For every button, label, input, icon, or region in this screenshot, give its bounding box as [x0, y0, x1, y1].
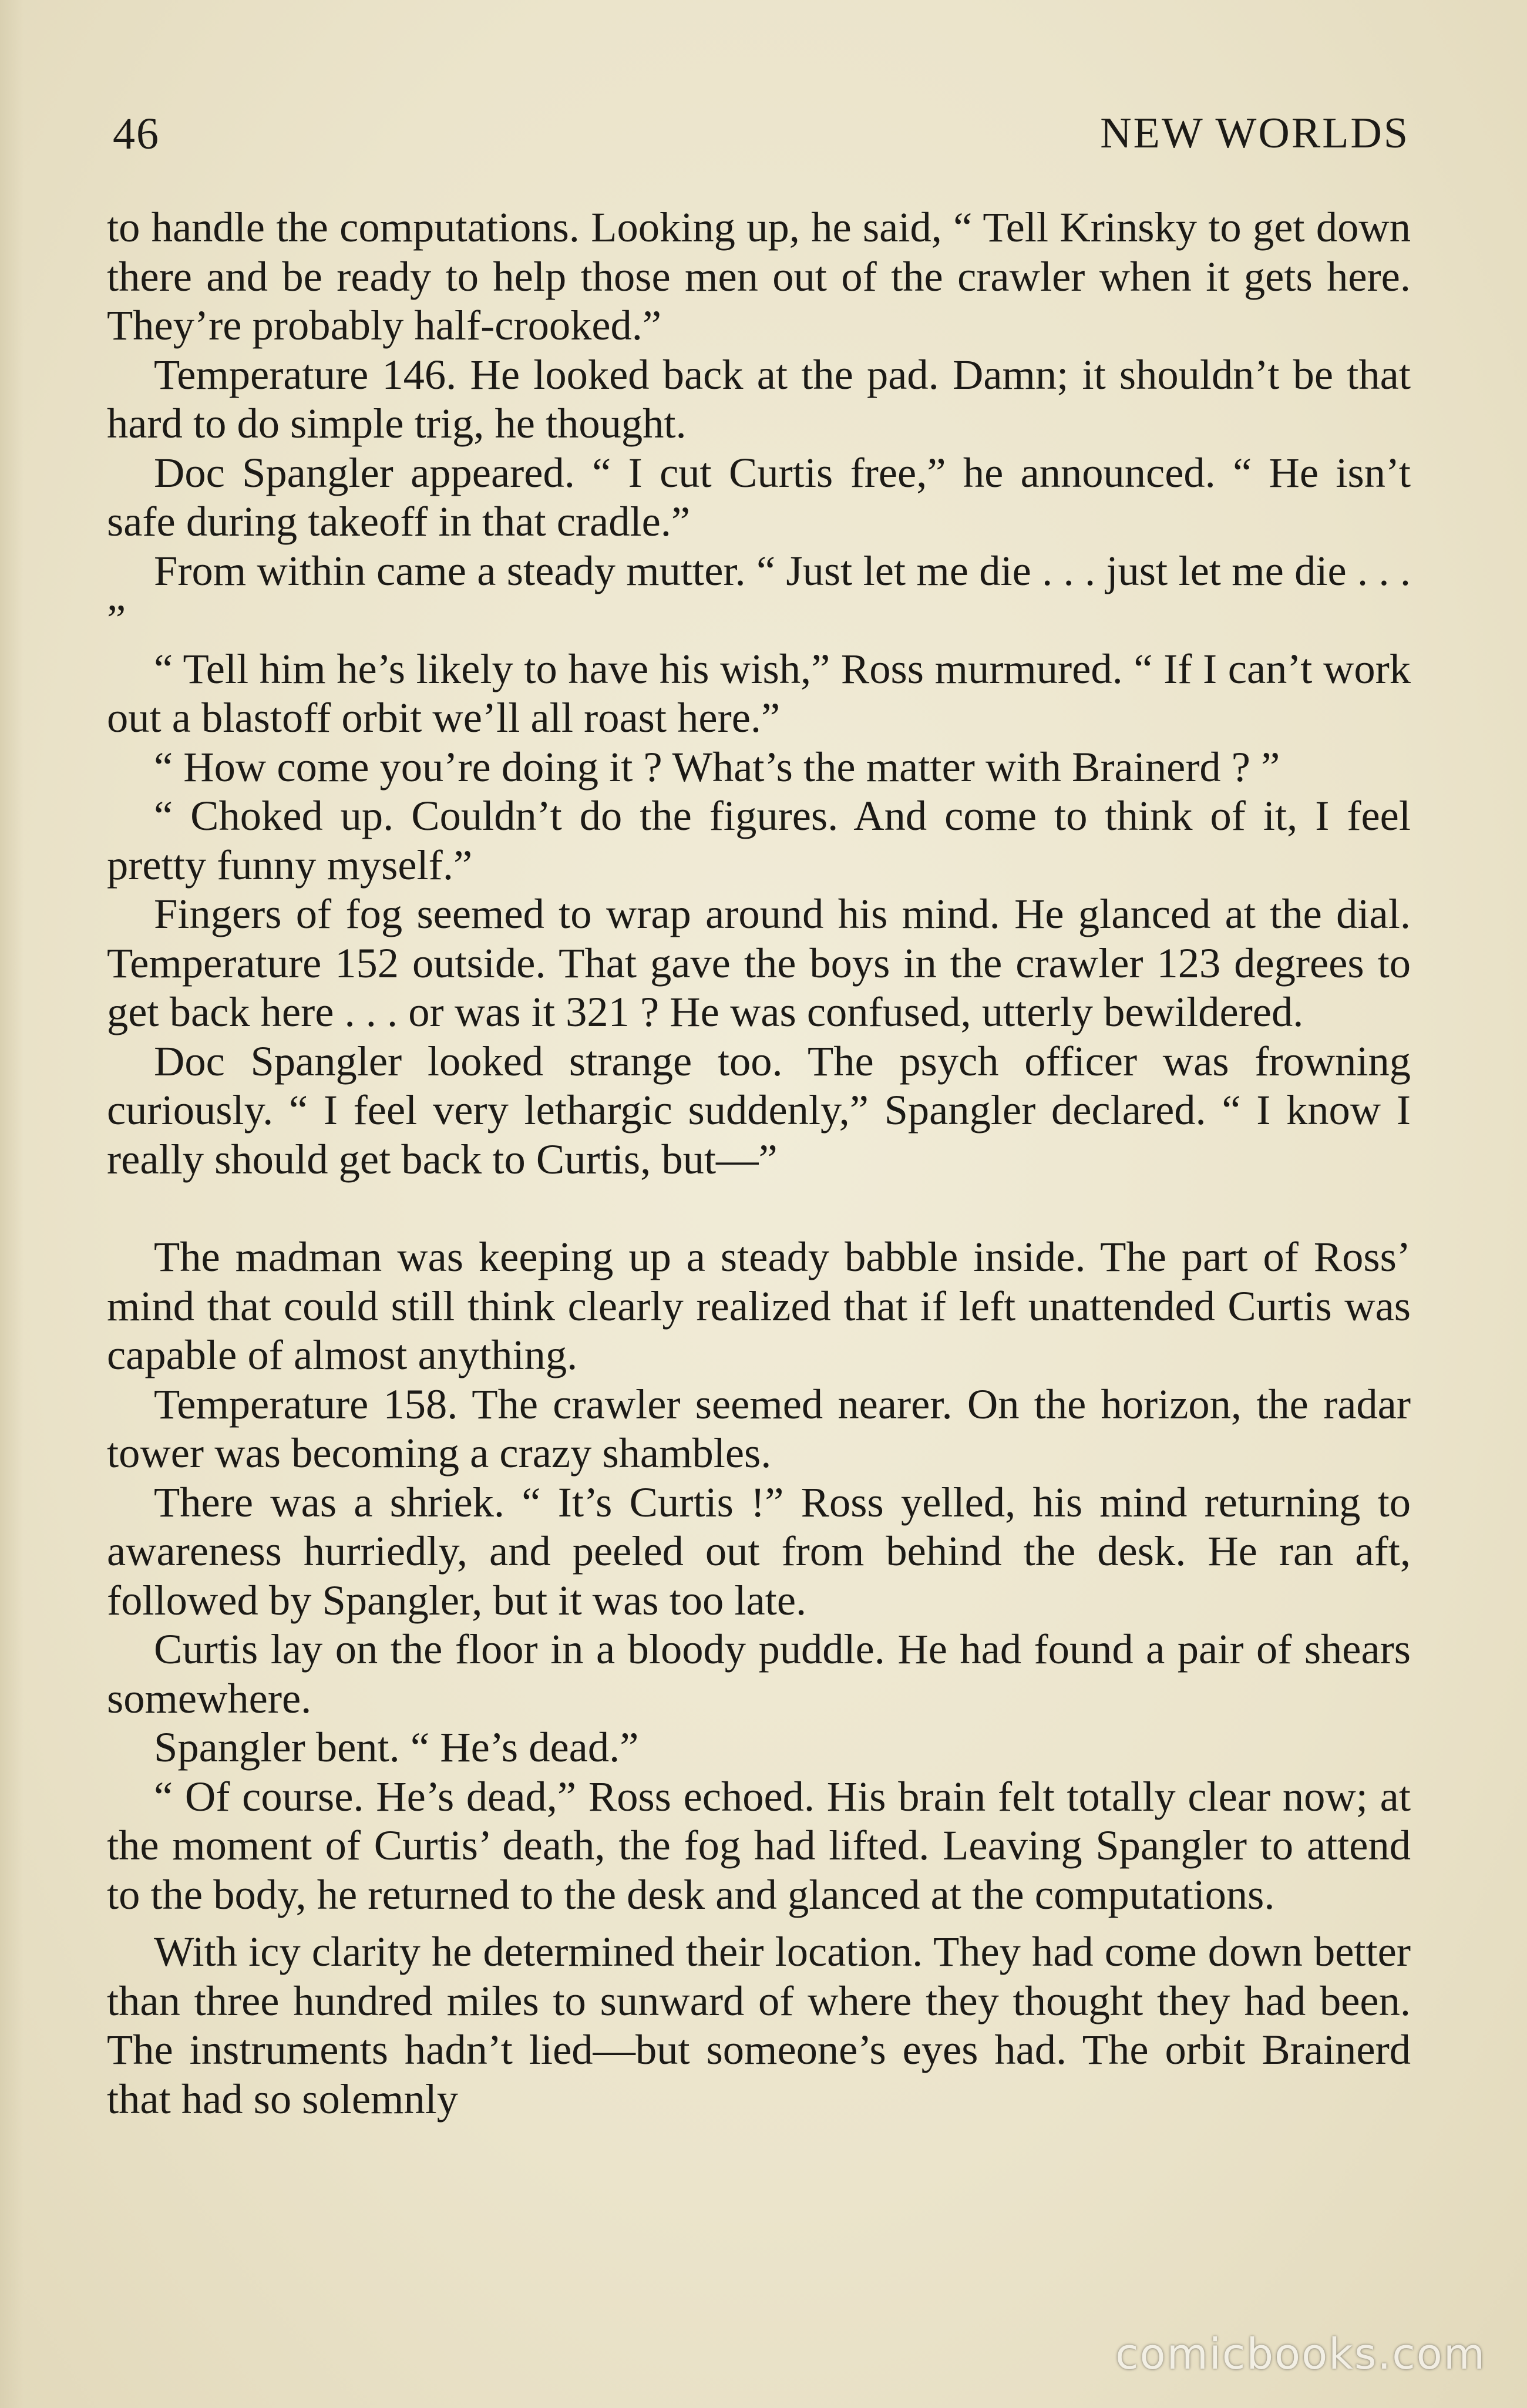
paragraph: From within came a steady mutter. “ Just let me die . . . just let me die . . . ” — [107, 546, 1411, 643]
paragraph: “ Choked up. Couldn’t do the figures. And come to think of it, I feel pretty funny myself.” — [107, 792, 1411, 889]
paragraph: Curtis lay on the floor in a bloody puddle. He had found a pair of shears somewhere. — [107, 1625, 1411, 1722]
paragraph: Doc Spangler looked strange too. The psych officer was frowning curiously. “ I feel very lethargic suddenly,” Spangler declared. “ I know I really should get back to Curtis, but—” — [107, 1037, 1411, 1183]
paragraph: There was a shriek. “ It’s Curtis !” Ross yelled, his mind returning to awareness hurriedly, and peeled out from behind the desk. He ran aft, followed by Spangler, but it was too late. — [107, 1478, 1411, 1624]
running-head: NEW WORLDS — [1100, 109, 1410, 157]
page-header — [113, 103, 1410, 167]
paragraph: to handle the computations. Looking up, he said, “ Tell Krinsky to get down there and be ready to help those men out of the crawler when it gets here. They’re probably half-crooked.” — [107, 203, 1411, 349]
paragraph: Fingers of fog seemed to wrap around his mind. He glanced at the dial. Temperature 152 outside. That gave the boys in the crawler 123 degrees to get back here . . . or was it 321 ? He was confused, utterly bewildered. — [107, 890, 1411, 1035]
paragraph: Temperature 158. The crawler seemed nearer. On the horizon, the radar tower was becoming a crazy shambles. — [107, 1380, 1411, 1477]
paragraph: Temperature 146. He looked back at the pad. Damn; it shouldn’t be that hard to do simple trig, he thought. — [107, 350, 1411, 447]
paragraph: “ How come you’re doing it ? What’s the matter with Brainerd ? ” — [154, 742, 1280, 791]
paragraph: Spangler bent. “ He’s dead.” — [154, 1723, 639, 1771]
watermark: comicbooks.com — [1115, 2329, 1486, 2379]
paragraph: “ Tell him he’s likely to have his wish,” Ross murmured. “ If I can’t work out a blastoff orbit we’ll all roast here.” — [107, 644, 1411, 741]
page-gutter-shadow — [0, 0, 23, 2408]
paragraph: “ Of course. He’s dead,” Ross echoed. His brain felt totally clear now; at the moment of Curtis’ death, the fog had lifted. Leaving Spangler to attend to the body, he returned to the desk and glanced at the computations. — [107, 1772, 1411, 1918]
paragraph: Doc Spangler appeared. “ I cut Curtis free,” he announced. “ He isn’t safe during takeoff in that cradle.” — [107, 448, 1411, 545]
paragraph: The madman was keeping up a steady babble inside. The part of Ross’ mind that could still think clearly realized that if left unattended Curtis was capable of almost anything. — [107, 1233, 1411, 1378]
body-text — [107, 203, 1411, 2123]
paragraph: With icy clarity he determined their location. They had come down better than three hundred miles to sunward of where they thought they had been. The instruments hadn’t lied—but someone’s eyes had. The orbit Brainerd that had so solemnly — [107, 1928, 1411, 2123]
page-number: 46 — [113, 109, 160, 159]
